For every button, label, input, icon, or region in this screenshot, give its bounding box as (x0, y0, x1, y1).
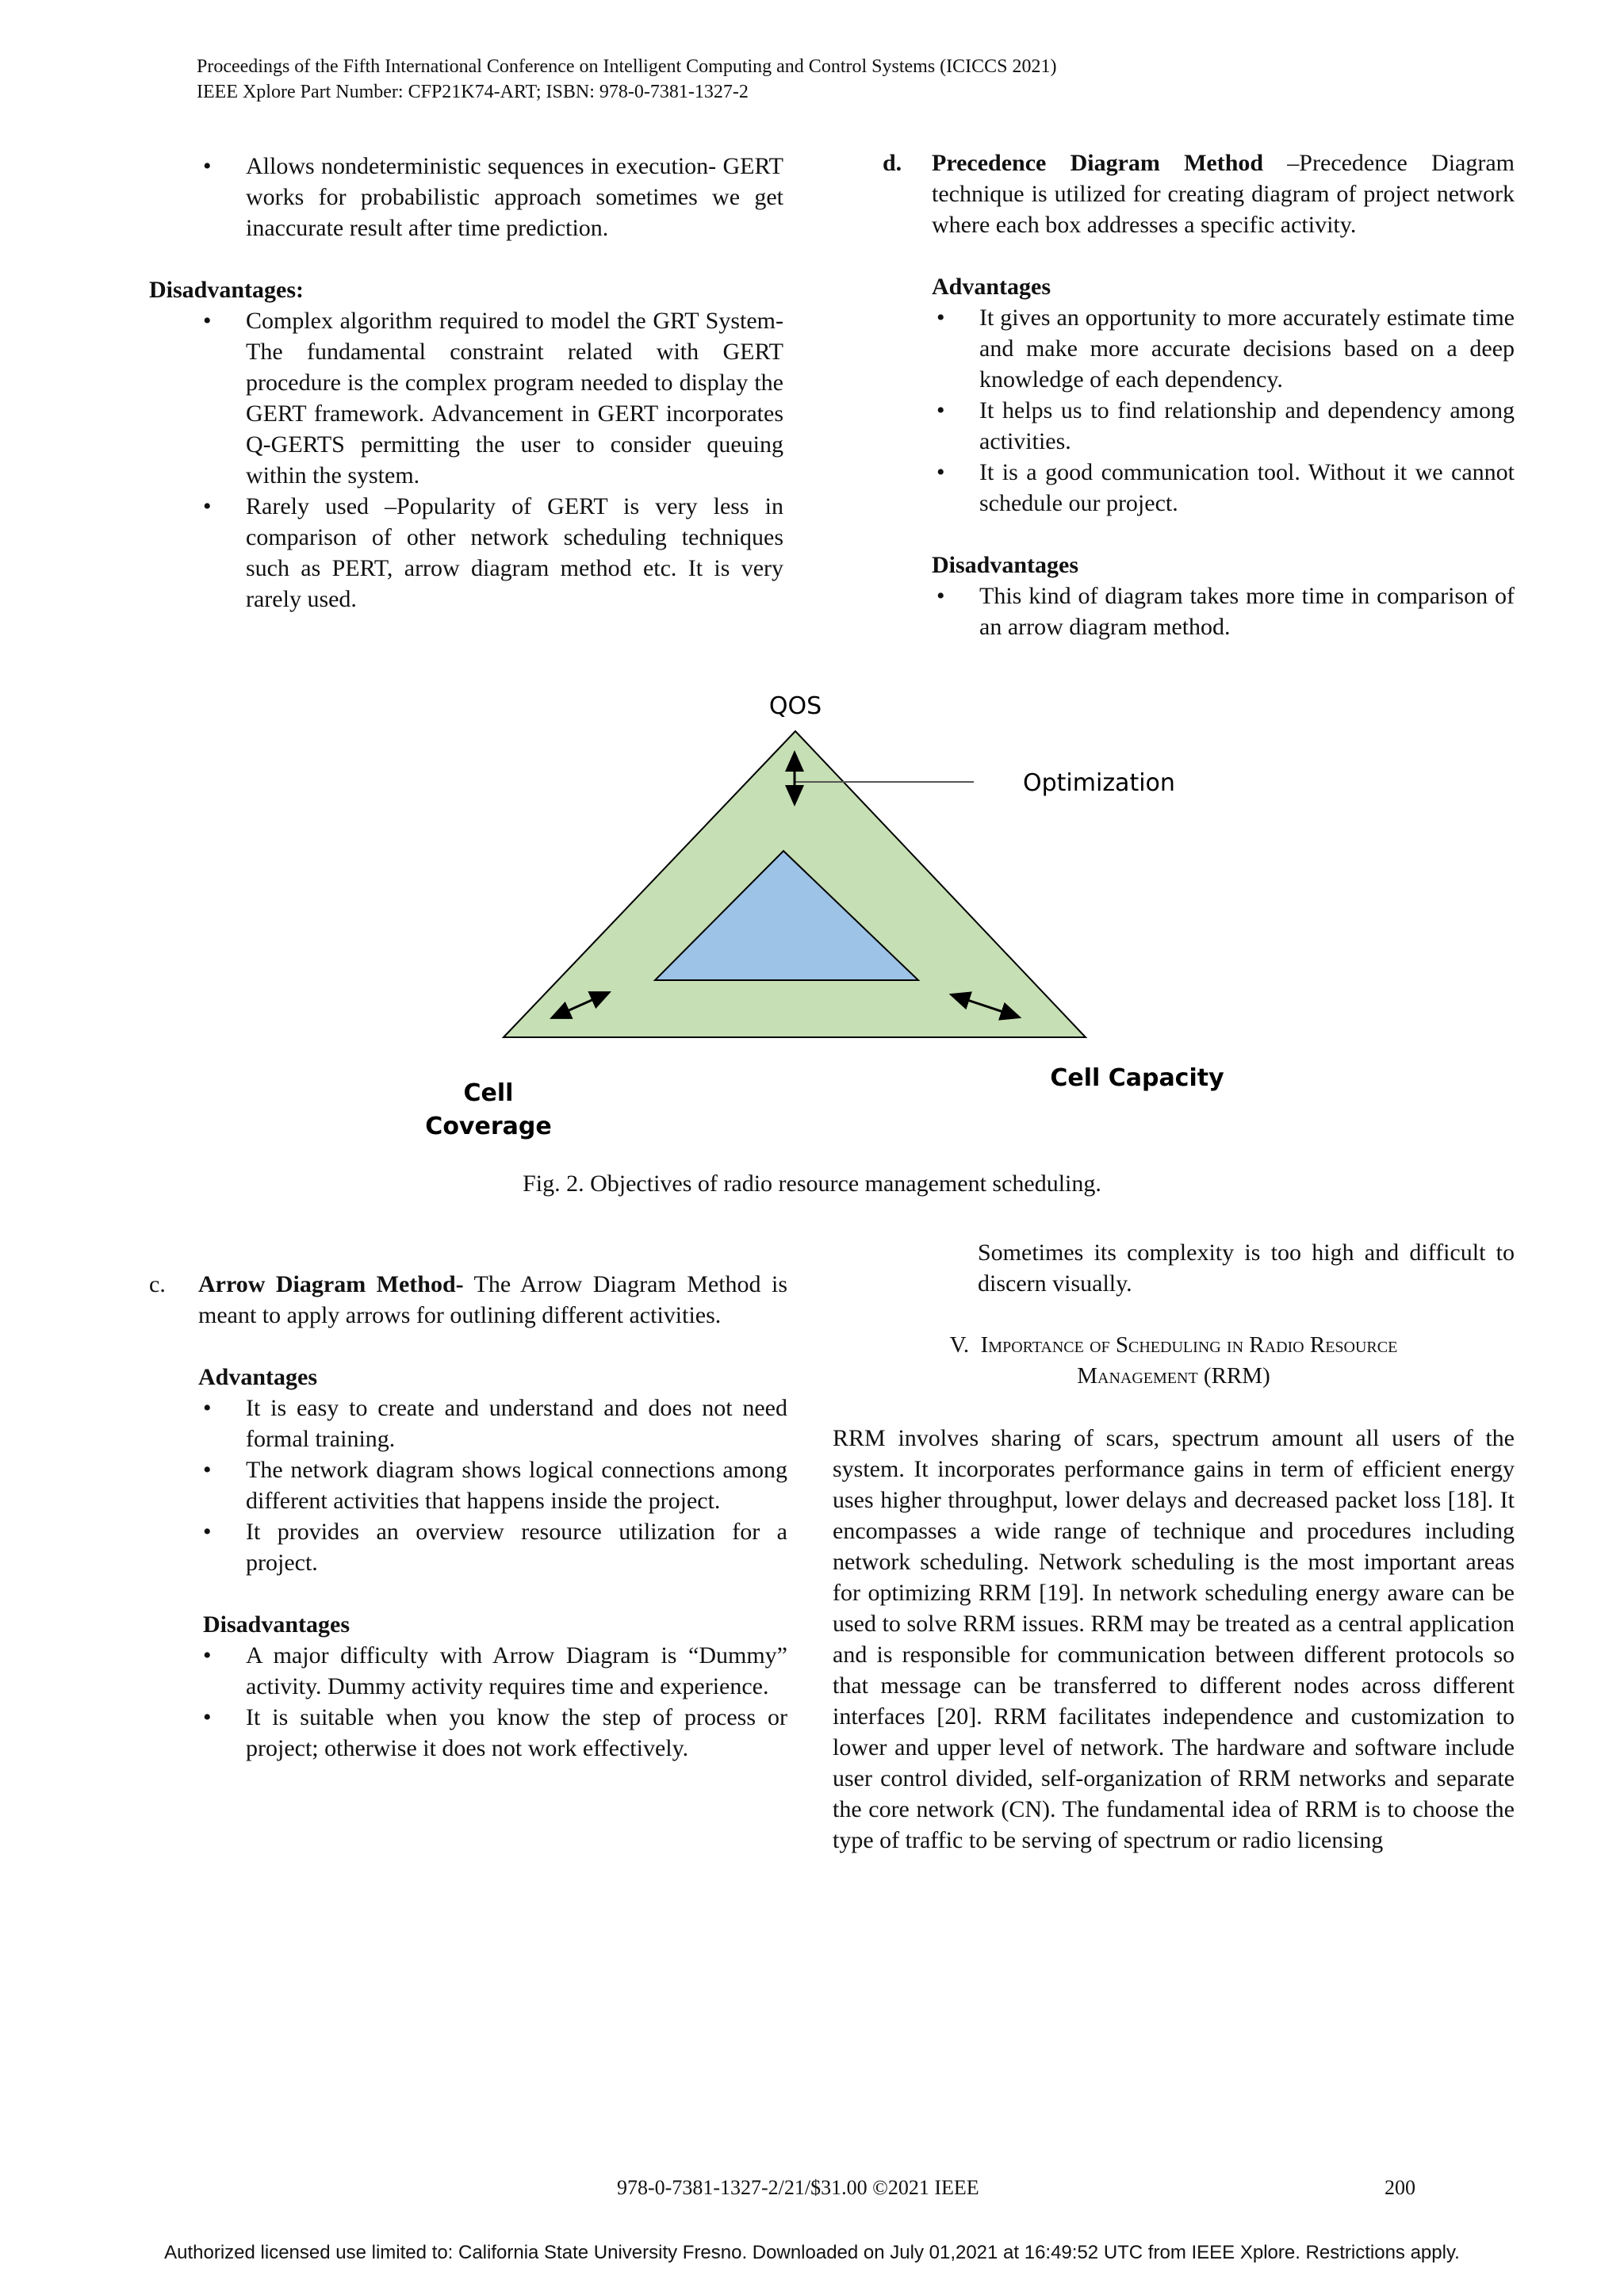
list-item: • Rarely used –Popularity of GERT is very less in comparison of other network scheduling techniques such as PERT, arrow diagram method etc. It is very rarely used. (149, 491, 783, 615)
rrm-objectives-diagram (0, 682, 1624, 1158)
list-item: • It is a good communication tool. Without it we cannot schedule our project. (883, 457, 1515, 519)
header-line-1: Proceedings of the Fifth International Conference on Intelligent Computing and Control Systems (ICICCS 2021) (197, 56, 1057, 77)
precedence-text: –Precedence Diagram technique is utilized for creating diagram of project network where each box addresses a specific activity. (932, 150, 1515, 238)
section-title-line-1: Importance of Scheduling in Radio Resource (980, 1332, 1398, 1358)
pdm-disadvantages-list (883, 580, 1515, 642)
list-item: • This kind of diagram takes more time in comparison of an arrow diagram method. (883, 580, 1515, 642)
list-item: • It gives an opportunity to more accurately estimate time and make more accurate decisions based on a deep knowledge of each dependency. (883, 302, 1515, 395)
section-title-line-2: Management (RRM) (1077, 1363, 1270, 1389)
pdm-advantages-list (883, 302, 1515, 519)
running-header (197, 54, 1057, 105)
authorized-use-notice: Authorized licensed use limited to: California State University Fresno. Downloaded on July 01,2021 at 16:49:52 UTC from IEEE Xplore. Restrictions apply. (164, 2242, 1460, 2263)
advantages-heading-adm: Advantages (198, 1364, 318, 1390)
header-line-2: IEEE Xplore Part Number: CFP21K74-ART; ISBN: 978-0-7381-1327-2 (197, 82, 749, 102)
adm-advantages-list (149, 1393, 787, 1578)
bullet-allows: • Allows nondeterministic sequences in execution- GERT works for probabilistic approach sometimes we get inaccurate result after time prediction. (149, 151, 783, 243)
list-item: • It helps us to find relationship and dependency among activities. (883, 395, 1515, 457)
list-item: • It provides an overview resource utilization for a project. (149, 1516, 787, 1578)
disadvantages-heading-pdm: Disadvantages (932, 552, 1079, 578)
complexity-continuation: Sometimes its complexity is too high and difficult to discern visually. (978, 1239, 1515, 1297)
section-heading (833, 1330, 1515, 1392)
adm-disadvantages-list (149, 1640, 787, 1764)
footer-isbn: 978-0-7381-1327-2/21/$31.00 ©2021 IEEE (617, 2176, 979, 2199)
arrow-diagram-text: The Arrow Diagram Method is meant to apply arrows for outlining different activities. (198, 1271, 787, 1328)
disadvantages-heading-adm: Disadvantages (203, 1611, 350, 1638)
list-item: • It is easy to create and understand and does not need formal training. (149, 1393, 787, 1454)
rrm-paragraph: RRM involves sharing of scars, spectrum amount all users of the system. It incorporates performance gains in term of efficient energy uses higher throughput, lower delays and decreased packet loss [18]. It encompasses a wide range of technique and procedures including network scheduling. Network scheduling is the most important areas for optimizing RRM [19]. In network scheduling energy aware can be used to solve RRM issues. RRM may be treated as a central application and is responsible for communication between different protocols so that message can be transferred to different nodes across different interfaces [20]. RRM facilitates independence and customization to lower and upper level of network. The hardware and software include user control divided, self-organization of RRM networks and separate the core network (CN). The fundamental idea of RRM is to choose the type of traffic to be serving of spectrum or radio licensing (833, 1425, 1515, 1853)
list-item: • A major difficulty with Arrow Diagram is “Dummy” activity. Dummy activity requires time and experience. (149, 1640, 787, 1702)
left-column-top (149, 151, 783, 615)
label-cell-coverage-2: Coverage (425, 1113, 552, 1140)
list-item: • It is suitable when you know the step of process or project; otherwise it does not work effectively. (149, 1702, 787, 1764)
gert-disadvantages-list (149, 305, 783, 615)
list-item: • Complex algorithm required to model the GRT System- The fundamental constraint related with GERT procedure is the complex program needed to display the GERT framework. Advancement in GERT incorporates Q-GERTS permitting the user to consider queuing within the system. (149, 305, 783, 491)
page-number: 200 (1385, 2176, 1415, 2199)
arrow-diagram-title: Arrow Diagram Method- (198, 1271, 464, 1297)
label-optimization: Optimization (1023, 769, 1175, 797)
disadvantages-heading-gert: Disadvantages: (149, 277, 304, 303)
arrow-diagram-item (149, 1269, 787, 1331)
label-cell-coverage-1: Cell (463, 1079, 514, 1107)
figure-caption: Fig. 2. Objectives of radio resource management scheduling. (523, 1170, 1101, 1197)
right-column-bottom (833, 1237, 1515, 1856)
label-qos: QOS (768, 692, 822, 720)
item-label-d: d. (883, 150, 902, 176)
bullet-list-allows (149, 151, 783, 243)
label-cell-capacity: Cell Capacity (1050, 1064, 1224, 1092)
right-column-top (883, 148, 1515, 642)
precedence-diagram-item (883, 148, 1515, 240)
left-column-bottom (149, 1269, 787, 1764)
advantages-heading-pdm: Advantages (932, 274, 1051, 300)
section-number: V. (949, 1332, 970, 1358)
list-item: • The network diagram shows logical connections among different activities that happens inside the project. (149, 1454, 787, 1516)
precedence-title: Precedence Diagram Method (932, 150, 1264, 176)
item-label-c: c. (149, 1271, 166, 1297)
